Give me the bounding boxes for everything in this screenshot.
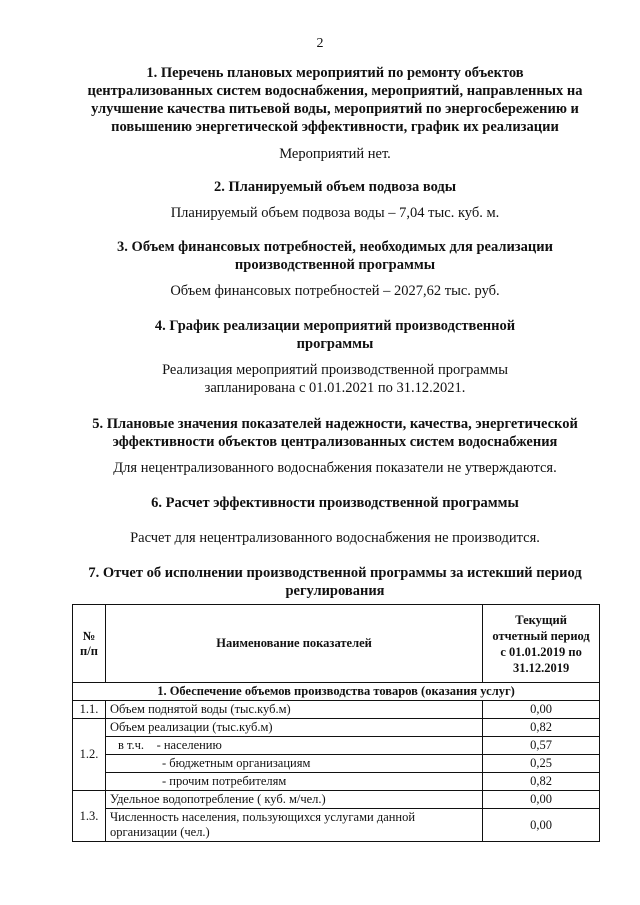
table-row [73,701,600,719]
table-header-row [73,605,600,683]
row-number: 1.2. [73,719,106,791]
section-3-heading: 3. Объем финансовых потребностей, необходимых для реализации производственной программы [117,239,553,273]
section-2-heading: 2. Планируемый объем подвоза воды [213,179,457,195]
section-6-text: Расчет для нецентрализованного водоснабжения не производится. [130,530,540,546]
row-name: Численность населения, пользующихся услугами данной организации (чел.) [105,809,482,842]
row-number: 1.1. [73,701,106,719]
table-section-title: 1. Обеспечение объемов производства товаров (оказания услуг) [73,683,600,701]
row-number: 1.3. [73,791,106,842]
section-1-heading: 1. Перечень плановых мероприятий по ремонту объектов централизованных систем водоснабжения, мероприятий, направленных на улучшение качества питьевой воды, мероприятий по энергосбережению и повышению энергетической эффективности, график их реализации [87,65,583,135]
section-4-heading: 4. График реализации мероприятий производственной программы [154,318,516,352]
page-number: 2 [316,36,324,51]
header-indicator-name: Наименование показателей [105,605,482,683]
section-6-heading: 6. Расчет эффективности производственной программы [151,495,519,511]
section-1-text: Мероприятий нет. [279,146,391,162]
section-5-heading: 5. Плановые значения показателей надежности, качества, энергетической эффективности объектов централизованных систем водоснабжения [92,416,578,450]
row-name: - бюджетным организациям [105,755,482,773]
row-value: 0,82 [483,719,600,737]
row-value: 0,00 [483,791,600,809]
table-section-row [73,683,600,701]
table-row [73,737,600,755]
row-value: 0,57 [483,737,600,755]
row-name: - прочим потребителям [105,773,482,791]
table-row [73,773,600,791]
section-4-text: Реализация мероприятий производственной программы запланирована с 01.01.2021 по 31.12.2021. [162,362,508,396]
row-value: 0,82 [483,773,600,791]
row-value: 0,25 [483,755,600,773]
row-value: 0,00 [483,809,600,842]
table-row [73,719,600,737]
row-name: Удельное водопотребление ( куб. м/чел.) [105,791,482,809]
row-name: Объем реализации (тыс.куб.м) [105,719,482,737]
header-reporting-period: Текущий отчетный период с 01.01.2019 по 31.12.2019 [483,605,600,683]
table-row [73,755,600,773]
section-7-heading: 7. Отчет об исполнении производственной программы за истекший период регулирования [88,565,582,599]
row-name [105,737,482,755]
section-3-text: Объем финансовых потребностей – 2027,62 тыс. руб. [170,283,500,299]
table-row [73,791,600,809]
section-5-text: Для нецентрализованного водоснабжения показатели не утверждаются. [113,460,557,476]
report-table [72,604,600,842]
row-sub-label: - населению [156,738,222,752]
table-row [73,809,600,842]
row-sub-prefix: в т.ч. [117,738,145,752]
row-value: 0,00 [483,701,600,719]
header-number: № п/п [73,605,106,683]
section-2-text: Планируемый объем подвоза воды – 7,04 тыс. куб. м. [170,205,500,221]
row-name: Объем поднятой воды (тыс.куб.м) [105,701,482,719]
